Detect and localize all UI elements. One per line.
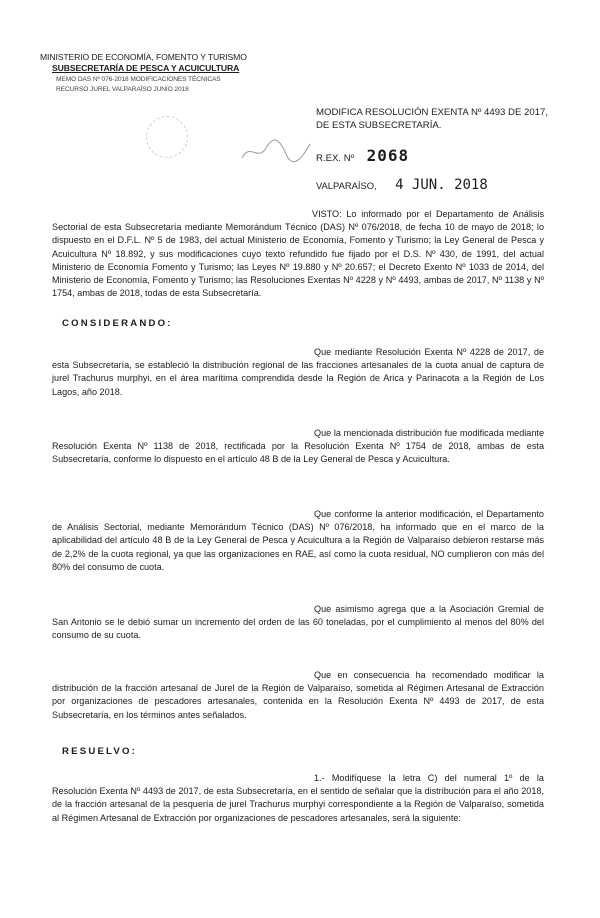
document-title xyxy=(316,106,556,132)
visto-paragraph xyxy=(52,208,544,300)
considerando-paragraph-2 xyxy=(52,427,544,467)
reference-line-1: MEMO DAS Nº 076-2018 MODIFICACIONES TÉCNICAS xyxy=(56,76,221,83)
considerando-text-1: Que mediante Resolución Exenta Nº 4228 de 2017, de esta Subsecretaría, se estableció la distribución regional de las fracciones artesanales de la cuota anual de captura de jurel Trachurus murphyi, en el área marítima comprendida desde la Región de Arica y Parinacota a la Región de Los Lagos, año 2018. xyxy=(52,347,544,397)
date-value: 4 JUN. 2018 xyxy=(395,177,488,193)
ministry-name: MINISTERIO DE ECONOMÍA, FOMENTO Y TURISMO xyxy=(40,52,247,62)
date-place: VALPARAÍSO, xyxy=(316,180,377,191)
resolution-label: R.EX. Nº xyxy=(316,153,355,164)
considerando-text-2: Que la mencionada distribución fue modificada mediante Resolución Exenta Nº 1138 de 2018, rectificada por la Resolución Exenta Nº 1754 de 2018, ambas de esta Subsecretaría, conforme lo dispuesto en el artículo 48 B de la Ley General de Pesca y Acuicultura. xyxy=(52,428,544,465)
considerando-paragraph-1 xyxy=(52,346,544,399)
resuelvo-text-1: 1.- Modifíquese la letra C) del numeral 1º de la Resolución Exenta Nº 4493 de 2017, de esta Subsecretaría, en el sentido de señalar que la distribución para el año 2018, de la fracción artesanal de la pesquería de jurel Trachurus murphyi correspondiente a la Región de Valparaíso, sometida al Régimen Artesanal de Extracción por organizaciones de pescadores artesanales, será la siguiente: xyxy=(52,773,544,823)
subsecretaria-name: SUBSECRETARÍA DE PESCA Y ACUICULTURA xyxy=(52,63,240,73)
considerando-heading: CONSIDERANDO: xyxy=(62,318,173,329)
considerando-text-3: Que conforme la anterior modificación, el Departamento de Análisis Sectorial, mediante Memorándum Técnico (DAS) Nº 076/2018, ha informado que en el marco de la aplicabilidad del artículo 48 B de la Ley General de Pesca y Acuicultura a la Región de Valparaíso debieron restarse más de 2,2% de la cuota regional, ya que las organizaciones en RAE, así como la cuota residual, NO cumplieron con más del 80% del consumo de cuota. xyxy=(52,509,544,572)
resolution-number: 2068 xyxy=(366,146,410,165)
considerando-text-4: Que asimismo agrega que a la Asociación Gremial de San Antonio se le debió sumar un incremento del orden de las 60 toneladas, por el cumplimiento al menos del 80% del consumo de su cuota. xyxy=(52,604,544,641)
considerando-paragraph-3 xyxy=(52,508,544,574)
resolution-number-block xyxy=(316,146,409,166)
resuelvo-paragraph-1 xyxy=(52,772,544,825)
considerando-paragraph-5 xyxy=(52,669,544,722)
visto-text: VISTO: Lo informado por el Departamento de Análisis Sectorial de esta Subsecretaría mediante Memorándum Técnico (DAS) Nº 076/2018, de fecha 10 de mayo de 2018; lo dispuesto en el D.F.L. Nº 5 de 1983, del actual Ministerio de Economía, Fomento y Turismo; la Ley General de Pesca y Acuicultura Nº 18.892, y sus modificaciones cuyo texto refundido fue fijado por el D.S. Nº 430, de 1991, del actual Ministerio de Economía Fomento y Turismo; las Leyes Nº 19.880 y Nº 20.657; el Decreto Exento Nº 1033 de 2014, del Ministerio de Economía, Fomento y Turismo; las Resoluciones Exentas Nº 4228 y Nº 4493, ambas de 2017, Nº 1138 y Nº 1754, ambas de 2018, todas de esta Subsecretaría. xyxy=(52,209,544,299)
title-line-1: MODIFICA RESOLUCIÓN EXENTA Nº 4493 DE 2017, xyxy=(316,107,549,118)
resuelvo-heading: RESUELVO: xyxy=(62,746,138,757)
considerando-paragraph-4 xyxy=(52,603,544,643)
official-stamp xyxy=(146,116,188,158)
signature-mark xyxy=(240,136,312,166)
date-block xyxy=(316,176,488,194)
reference-line-2: RECURSO JUREL VALPARAÍSO JUNIO 2018 xyxy=(56,86,189,93)
considerando-text-5: Que en consecuencia ha recomendado modificar la distribución de la fracción artesanal de Jurel de la Región de Valparaíso, sometida al Régimen Artesanal de Extracción por organizaciones de pescadores artesanales, contenida en la Resolución Exenta Nº 4493 de 2017, de esta Subsecretaría, en los términos antes señalados. xyxy=(52,670,544,720)
title-line-2: DE ESTA SUBSECRETARÍA. xyxy=(316,120,442,131)
